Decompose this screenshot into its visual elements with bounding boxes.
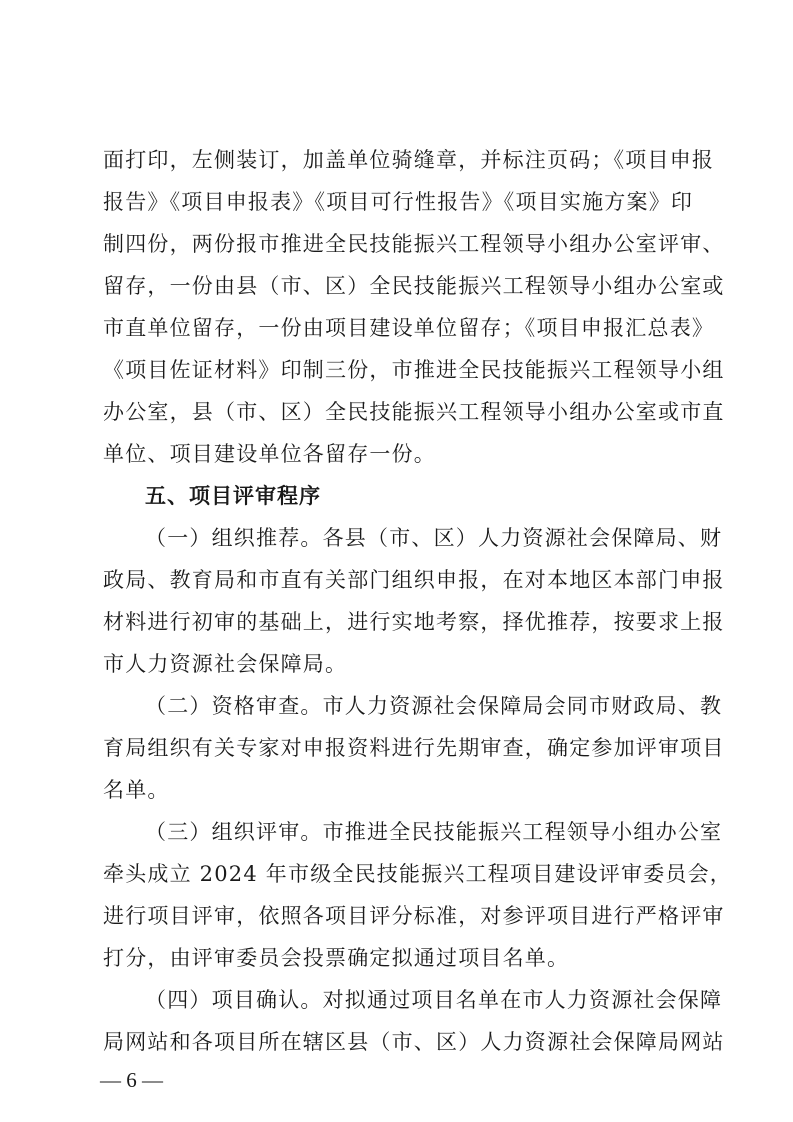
text-line: 市人力资源社会保障局。 [103,652,348,676]
text-line: 政局、教育局和市直有关部门组织申报，在对本地区本部门申报 [103,568,725,592]
text-line: （三）组织评审。市推进全民技能振兴工程领导小组办公室 [145,820,723,844]
text-line: 单位、项目建设单位各留存一份。 [103,442,436,466]
text-line: 《项目佐证材料》印制三份，市推进全民技能振兴工程领导小组 [103,358,725,382]
text-line: 材料进行初审的基础上，进行实地考察，择优推荐，按要求上报 [103,610,725,634]
text-line: 牵头成立 2024 年市级全民技能振兴工程项目建设评审委员会， [103,862,732,886]
text-line: 面打印，左侧装订，加盖单位骑缝章，并标注页码；《项目申报 [103,148,715,172]
text-line: 局网站和各项目所在辖区县（市、区）人力资源社会保障局网站 [103,1030,725,1054]
page-number: — 6 — [100,1068,163,1092]
text-line: 报告》《项目申报表》《项目可行性报告》《项目实施方案》印 [103,190,694,214]
text-line: 名单。 [103,778,170,802]
text-line: 打分，由评审委员会投票确定拟通过项目名单。 [103,946,570,970]
text-line: （一）组织推荐。各县（市、区）人力资源社会保障局、财 [145,526,723,550]
text-line: 进行项目评审，依照各项目评分标准，对参评项目进行严格评审 [103,904,725,928]
text-line: 办公室，县（市、区）全民技能振兴工程领导小组办公室或市直 [103,400,725,424]
section-heading: 五、项目评审程序 [145,484,321,508]
text-line: 育局组织有关专家对申报资料进行先期审查，确定参加评审项目 [103,736,725,760]
text-line: 市直单位留存，一份由项目建设单位留存；《项目申报汇总表》 [103,316,715,340]
text-line: （二）资格审查。市人力资源社会保障局会同市财政局、教 [145,694,723,718]
text-line: （四）项目确认。对拟通过项目名单在市人力资源社会保障 [145,988,723,1012]
text-line: 留存，一份由县（市、区）全民技能振兴工程领导小组办公室或 [103,274,725,298]
text-line: 制四份，两份报市推进全民技能振兴工程领导小组办公室评审、 [103,232,725,256]
